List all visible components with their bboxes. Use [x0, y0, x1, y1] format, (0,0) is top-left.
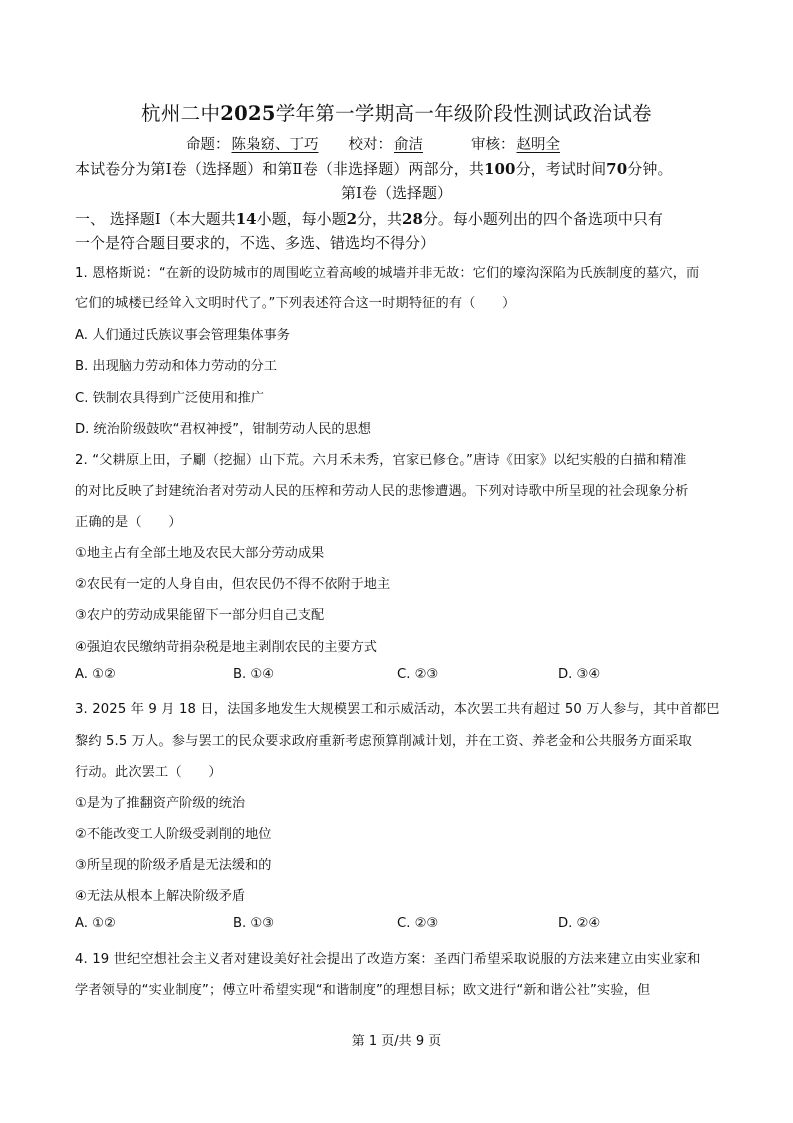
section-heading: 一、 选择题Ⅰ（本大题共14小题，每小题2分，共28分。每小题列出的四个备选项中只有 [75, 210, 663, 228]
question-3-line-2: 黎约 5.5 万人。参与罢工的民众要求政府重新考虑预算削减计划，并在工资、养老金和公共服务方面采取 [75, 734, 692, 749]
page-title [0, 98, 793, 126]
time-limit: 70 [606, 160, 628, 178]
title-school: 杭州二中 [141, 102, 221, 125]
proof-label: 校对： [348, 137, 392, 153]
choice-a: A. ①② [75, 667, 116, 682]
setters-names: 陈枭窈、丁巧 [231, 137, 319, 153]
page-number: 第 1 页/共 9 页 [351, 1034, 442, 1049]
title-year: 2025 [220, 102, 276, 125]
question-1-option-d: D. 统治阶级鼓吹“君权神授”，钳制劳动人民的思想 [75, 422, 371, 437]
exam-intro: 本试卷分为第Ⅰ卷（选择题）和第Ⅱ卷（非选择题）两部分，共100分，考试时间70分钟。 [75, 160, 673, 178]
question-3-item-4: ④无法从根本上解决阶级矛盾 [75, 889, 246, 904]
choice-b: B. ①④ [233, 667, 275, 682]
proofreader-name: 俞洁 [394, 137, 423, 153]
question-3-line-1: 3. 2025 年 9 月 18 日，法国多地发生大规模罢工和示威活动，本次罢工共有超过 50 万人参与，其中首都巴 [75, 702, 720, 717]
question-2-item-4: ④强迫农民缴纳苛捐杂税是地主剥削农民的主要方式 [75, 640, 377, 655]
question-4-line-1: 4. 19 世纪空想社会主义者对建设美好社会提出了改造方案：圣西门希望采取说服的方法来建立由实业家和 [75, 952, 701, 967]
reviewer-name: 赵明全 [516, 137, 560, 153]
question-2-item-3: ③农户的劳动成果能留下一部分归自己支配 [75, 608, 325, 623]
question-1-option-a: A. 人们通过氏族议事会管理集体事务 [75, 328, 290, 343]
question-2-item-1: ①地主占有全部土地及农民大部分劳动成果 [75, 546, 325, 561]
setter-label: 命题： [186, 137, 230, 153]
question-3-line-3: 行动。此次罢工（ ） [75, 765, 222, 780]
choice-d: D. ③④ [558, 667, 601, 682]
question-1-line-1: 1. 恩格斯说：“在新的设防城市的周围屹立着高峻的城墙并非无故：它们的壕沟深陷为氏族制度的墓穴，而 [75, 266, 700, 281]
choice-a: A. ①② [75, 916, 116, 931]
question-1-option-b: B. 出现脑力劳动和体力劳动的分工 [75, 359, 278, 374]
choice-c: C. ②③ [397, 667, 439, 682]
choice-b: B. ①③ [233, 916, 275, 931]
question-1-line-2: 它们的城楼已经耸入文明时代了。”下列表述符合这一时期特征的有（ ） [75, 296, 516, 311]
section-heading-line2: 一个是符合题目要求的，不选、多选、错选均不得分） [75, 234, 436, 252]
choice-c: C. ②③ [397, 916, 439, 931]
question-3-item-1: ①是为了推翻资产阶级的统治 [75, 796, 246, 811]
question-2-line-2: 的对比反映了封建统治者对劳动人民的压榨和劳动人民的悲惨遭遇。下列对诗歌中所呈现的社会现象分析 [75, 484, 689, 499]
question-2-line-1: 2. “父耕原上田，子劚（挖掘）山下荒。六月禾未秀，官家已修仓。”唐诗《田家》以纪实般的白描和精准 [75, 453, 687, 468]
choice-d: D. ②④ [558, 916, 601, 931]
question-3-item-2: ②不能改变工人阶级受剥削的地位 [75, 827, 272, 842]
credits-line [186, 133, 560, 154]
volume-title: 第Ⅰ卷（选择题） [341, 184, 452, 202]
question-2-item-2: ②农民有一定的人身自由，但农民仍不得不依附于地主 [75, 577, 391, 592]
title-subject: 学年第一学期高一年级阶段性测试政治试卷 [275, 102, 652, 125]
question-1-option-c: C. 铁制农具得到广泛使用和推广 [75, 391, 265, 406]
question-2-line-3: 正确的是（ ） [75, 515, 182, 530]
question-4-line-2: 学者领导的“实业制度”；傅立叶希望实现“和谐制度”的理想目标；欧文进行“新和谐公社”实验，但 [75, 983, 651, 998]
total-score: 100 [483, 160, 516, 178]
question-3-item-3: ③所呈现的阶级矛盾是无法缓和的 [75, 858, 272, 873]
review-label: 审核： [471, 137, 515, 153]
